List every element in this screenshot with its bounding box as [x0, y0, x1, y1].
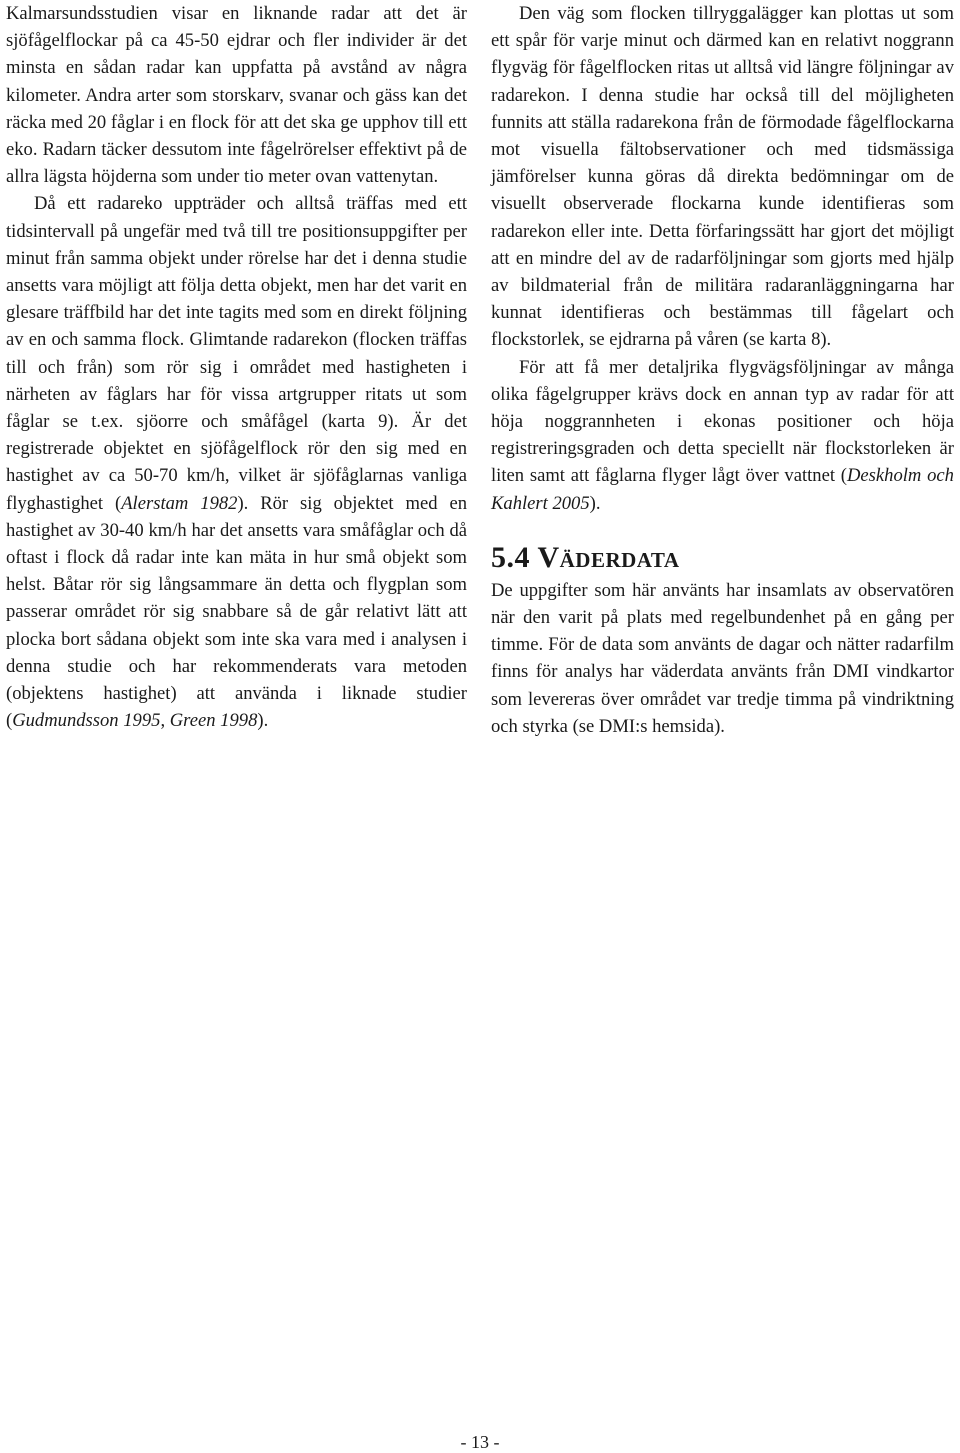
paragraph-weather-data — [491, 577, 954, 740]
paragraph-text: ). — [257, 710, 269, 732]
paragraph-text: ). — [589, 492, 601, 514]
citation-separator: , — [160, 710, 170, 732]
left-column — [6, 0, 467, 734]
section-heading-weather-data: 5.4 Väderdata — [491, 540, 680, 574]
paragraph-text: Då ett radareko uppträder och alltså träffas med ett tidsintervall på ungefär med två till tre positionsuppgifter per minut från samma objekt under rörelse har det i denna studie ansetts vara möjligt att följa detta objekt, men har det varit en glesare träffbild har det inte tagits med som en direkt följning av en och samma flock. Glimtande radarekon (flocken träffas till och från) som rör sig i området med hastigheten i närheten av fåglars har för vissa artgrupper ritats ut som fåglar se t.ex. sjöorre och småfågel (karta 9). Är det registrerade objektet en sjöfågelflock rör den sig med en hastighet av ca 50-70 km/h, vilket är sjöfåglarnas vanliga flyghastighet ( — [6, 193, 467, 514]
citation: Deskholm och Kahlert 2005 — [491, 465, 954, 514]
paragraph-text: För att få mer detaljrika flygvägsföljningar av många olika fågelgrupper krävs dock en annan typ av radar för att höja noggrannheten i ekonas positioner och höja registreringsgraden och detta speciellt när flockstorleken är liten samt att fåglarna flyger lågt över vattnet ( — [491, 356, 954, 487]
paragraph-radar-detection — [6, 0, 467, 190]
paragraph-text: ). Rör sig objektet med en hastighet av 30-40 km/h har det ansetts vara småfåglar och då oftast i flock då radar inte kan mäta in hur små objekt som helst. Båtar rör sig långsammare än detta och flygplan som passerar området rör sig snabbare så de går relativt lätt att plocka bort sådana objekt som inte ska vara med i analysen i denna studie och har rekommenderats vara metoden (objektens hastighet) att använda i liknade studier ( — [6, 492, 467, 732]
right-column — [491, 0, 954, 740]
paragraph-text: De uppgifter som här använts har insamlats av observatören när den varit på plats med regelbundenhet på en gång per timme. För de data som använts de dagar och nätter radarfilm finns för analys har väderdata använts från DMI vindkartor som levereras över området var tredje timma på vindriktning och styrka (se DMI:s hemsida). — [491, 579, 954, 737]
paragraph-detailed-tracking — [491, 354, 954, 517]
paragraph-text: Kalmarsundsstudien visar en liknande radar att det är sjöfågelflockar på ca 45-50 ejdrar och fler individer är det minsta en sådan radar kan uppfatta på avstånd av några kilometer. Andra arter som storskarv, svanar och gäss kan det räcka med 20 fåglar i en flock för att det ska ge upphov till ett eko. Radarn täcker dessutom inte fågelrörelser effektivt på de allra lägsta höjderna som under tio meter ovan vattenytan. — [6, 3, 467, 188]
citation: Green 1998 — [169, 710, 258, 732]
page-number: - 13 - — [460, 1432, 500, 1452]
citation: Alerstam 1982 — [121, 492, 238, 514]
paragraph-radar-echo-tracking — [6, 190, 467, 734]
paragraph-flight-path — [491, 0, 954, 354]
citation: Gudmundsson 1995 — [12, 710, 161, 732]
paragraph-text: Den väg som flocken tillryggalägger kan plottas ut som ett spår för varje minut och därmed kan en relativt noggrann flygväg för fågelflocken ritas ut alltså vid längre följningar av radarekon. I denna studie har också till del möjligheten funnits att ställa radarekona från de förmodade fågelflockarna mot visuella fältobservationer och med tidsmässiga jämförelser kunna göras då direkta bedömningar om de visuellt observerade flockarna kunde identifieras som radarekon eller inte. Detta förfaringssätt har gjort det möjligt att en mindre del av de radarföljningar som gjorts med hjälp av bildmaterial från de militära radaranläggningarna har kunnat identifieras och bestämmas till fågelart och flockstorlek, se ejdrarna på våren (se karta 8). — [491, 3, 954, 351]
